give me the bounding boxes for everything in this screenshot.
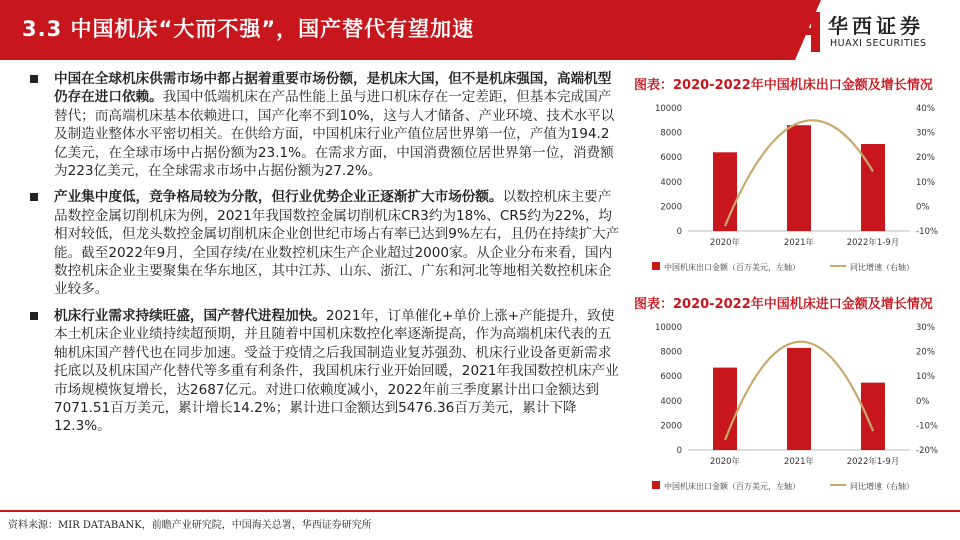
chart-title: 图表：2020-2022年中国机床出口金额及增长情况 — [634, 78, 933, 93]
import-chart — [624, 297, 954, 502]
bar — [787, 125, 811, 231]
left-axis-tick-label: 2000 — [660, 421, 682, 432]
x-axis-tick-label: 2020年 — [709, 238, 741, 248]
bullet-body: 2021年，订单催化+单价上涨+产能提升，致使本土机床企业业绩持续超预期，并且随着中国机床数控化率逐渐提高，作为高端机床代表的五轴机床国产替代也在同步加速。受益于疫情之后我国制造业复苏强劲、机床行业设备更新需求托底以及机床国产化替代等多重有利条件，我国机床行业开始回暖，2021年我国数控机床产业市场规模恢复增长，达2687亿元。对进口依赖度减小，2022年前三季度累计出口金额达到7071.51百万美元，累计增长14.2%；累计进口金额达到5476.36百万美元，累计下降12.3%。 — [54, 307, 619, 435]
right-axis-tick-label: 0% — [916, 396, 930, 407]
chart-svg — [624, 297, 954, 502]
right-axis-tick-label: -10% — [916, 227, 938, 237]
logo-english-name: HUAXI SECURITIES — [830, 38, 927, 49]
source-note: 资料来源：MIR DATABANK，前瞻产业研究院，中国海关总署，华西证券研究所 — [8, 520, 372, 531]
bullet-body: 以数控机床主要产品数控金属切削机床为例，2021年我国数控金属切削机床CR3约为18%、CR5约为22%，均相对较低，但龙头数控金属切削机床企业创世纪市场占有率已达到9%左右，且仍在持续扩大产能。截至2022年9月，全国存续/在业数控机床生产企业超过2000家。从企业分布来看，国内数控机床企业主要聚集在华东地区，其中江苏、山东、浙江、广东和河北等地相关数控机床企业较多。 — [54, 189, 620, 298]
logo-chinese-name: 华西证券 — [828, 14, 924, 38]
legend-bar-label: 中国机床出口金额（百万美元，左轴） — [664, 482, 800, 491]
left-axis-tick-label: 0 — [676, 227, 682, 237]
bar — [787, 348, 811, 450]
bullet-heading: 产业集中度低，竞争格局较为分散，但行业优势企业正逐渐扩大市场份额。 — [54, 189, 503, 206]
legend-bar-label: 中国机床出口金额（百万美元，左轴） — [664, 263, 800, 272]
right-axis-tick-label: 0% — [916, 202, 930, 213]
legend-line-label: 同比增速（右轴） — [850, 263, 914, 272]
page-title: 3.3 中国机床“大而不强”，国产替代有望加速 — [22, 17, 475, 41]
right-axis-tick-label: -10% — [916, 421, 938, 432]
x-axis-tick-label: 2022年1-9月 — [846, 457, 900, 467]
left-axis-tick-label: 4000 — [660, 177, 682, 188]
square-bullet-icon — [30, 193, 38, 201]
square-bullet-icon — [30, 312, 38, 320]
left-axis-tick-label: 0 — [676, 446, 682, 456]
bullet-item — [28, 70, 620, 180]
header — [0, 0, 960, 62]
left-axis-tick-label: 10000 — [654, 323, 682, 333]
x-axis-tick-label: 2021年 — [783, 457, 815, 467]
bullet-list — [28, 70, 620, 444]
huaxi-logo-icon — [782, 8, 822, 54]
bullet-heading: 机床行业需求持续旺盛，国产替代进程加快。 — [54, 307, 326, 324]
left-axis-tick-label: 8000 — [660, 347, 682, 358]
x-axis-tick-label: 2020年 — [709, 457, 741, 467]
company-logo — [782, 6, 952, 56]
legend-bar-swatch — [652, 481, 660, 489]
footer-divider — [0, 510, 960, 512]
left-axis-tick-label: 6000 — [660, 372, 682, 383]
legend-line-label: 同比增速（右轴） — [850, 482, 914, 491]
right-axis-tick-label: 10% — [916, 372, 935, 383]
export-chart — [624, 78, 954, 283]
square-bullet-icon — [30, 75, 38, 83]
right-axis-tick-label: 20% — [916, 153, 935, 164]
right-axis-tick-label: 20% — [916, 347, 935, 358]
right-axis-tick-label: 30% — [916, 323, 935, 333]
right-axis-tick-label: -20% — [916, 446, 938, 456]
title-bar — [0, 0, 795, 60]
left-axis-tick-label: 6000 — [660, 153, 682, 164]
bullet-item — [28, 188, 620, 298]
bullet-item — [28, 307, 620, 436]
bar — [713, 152, 737, 231]
bullet-heading: 中国在全球机床供需市场中都占据着重要市场份额，是机床大国，但不是机床强国，高端机型仍存在进口依赖。 — [54, 71, 612, 106]
x-axis-tick-label: 2022年1-9月 — [846, 238, 900, 248]
x-axis-tick-label: 2021年 — [783, 238, 815, 248]
right-axis-tick-label: 10% — [916, 177, 935, 188]
bar — [861, 383, 885, 450]
chart-title: 图表：2020-2022年中国机床进口金额及增长情况 — [634, 297, 933, 312]
legend-bar-swatch — [652, 262, 660, 270]
left-axis-tick-label: 4000 — [660, 396, 682, 407]
chart-svg — [624, 78, 954, 283]
left-axis-tick-label: 10000 — [654, 104, 682, 114]
bullet-body: 我国中低端机床在产品性能上虽与进口机床存在一定差距，但基本完成国产替代；而高端机床基本依赖进口，国产化率不到10%，这与人才储备、产业环境、技术水平以及制造业整体水平密切相关。在供给方面，中国机床行业产值位居世界第一位，产值为194.2亿美元，在全球市场中占据份额为23.1%。在需求方面，中国消费额位居世界第一位，消费额为223亿美元，在全球需求市场中占据份额为27.2%。 — [54, 89, 615, 180]
right-axis-tick-label: 40% — [916, 104, 935, 114]
left-axis-tick-label: 8000 — [660, 128, 682, 139]
left-axis-tick-label: 2000 — [660, 202, 682, 213]
right-axis-tick-label: 30% — [916, 128, 935, 139]
